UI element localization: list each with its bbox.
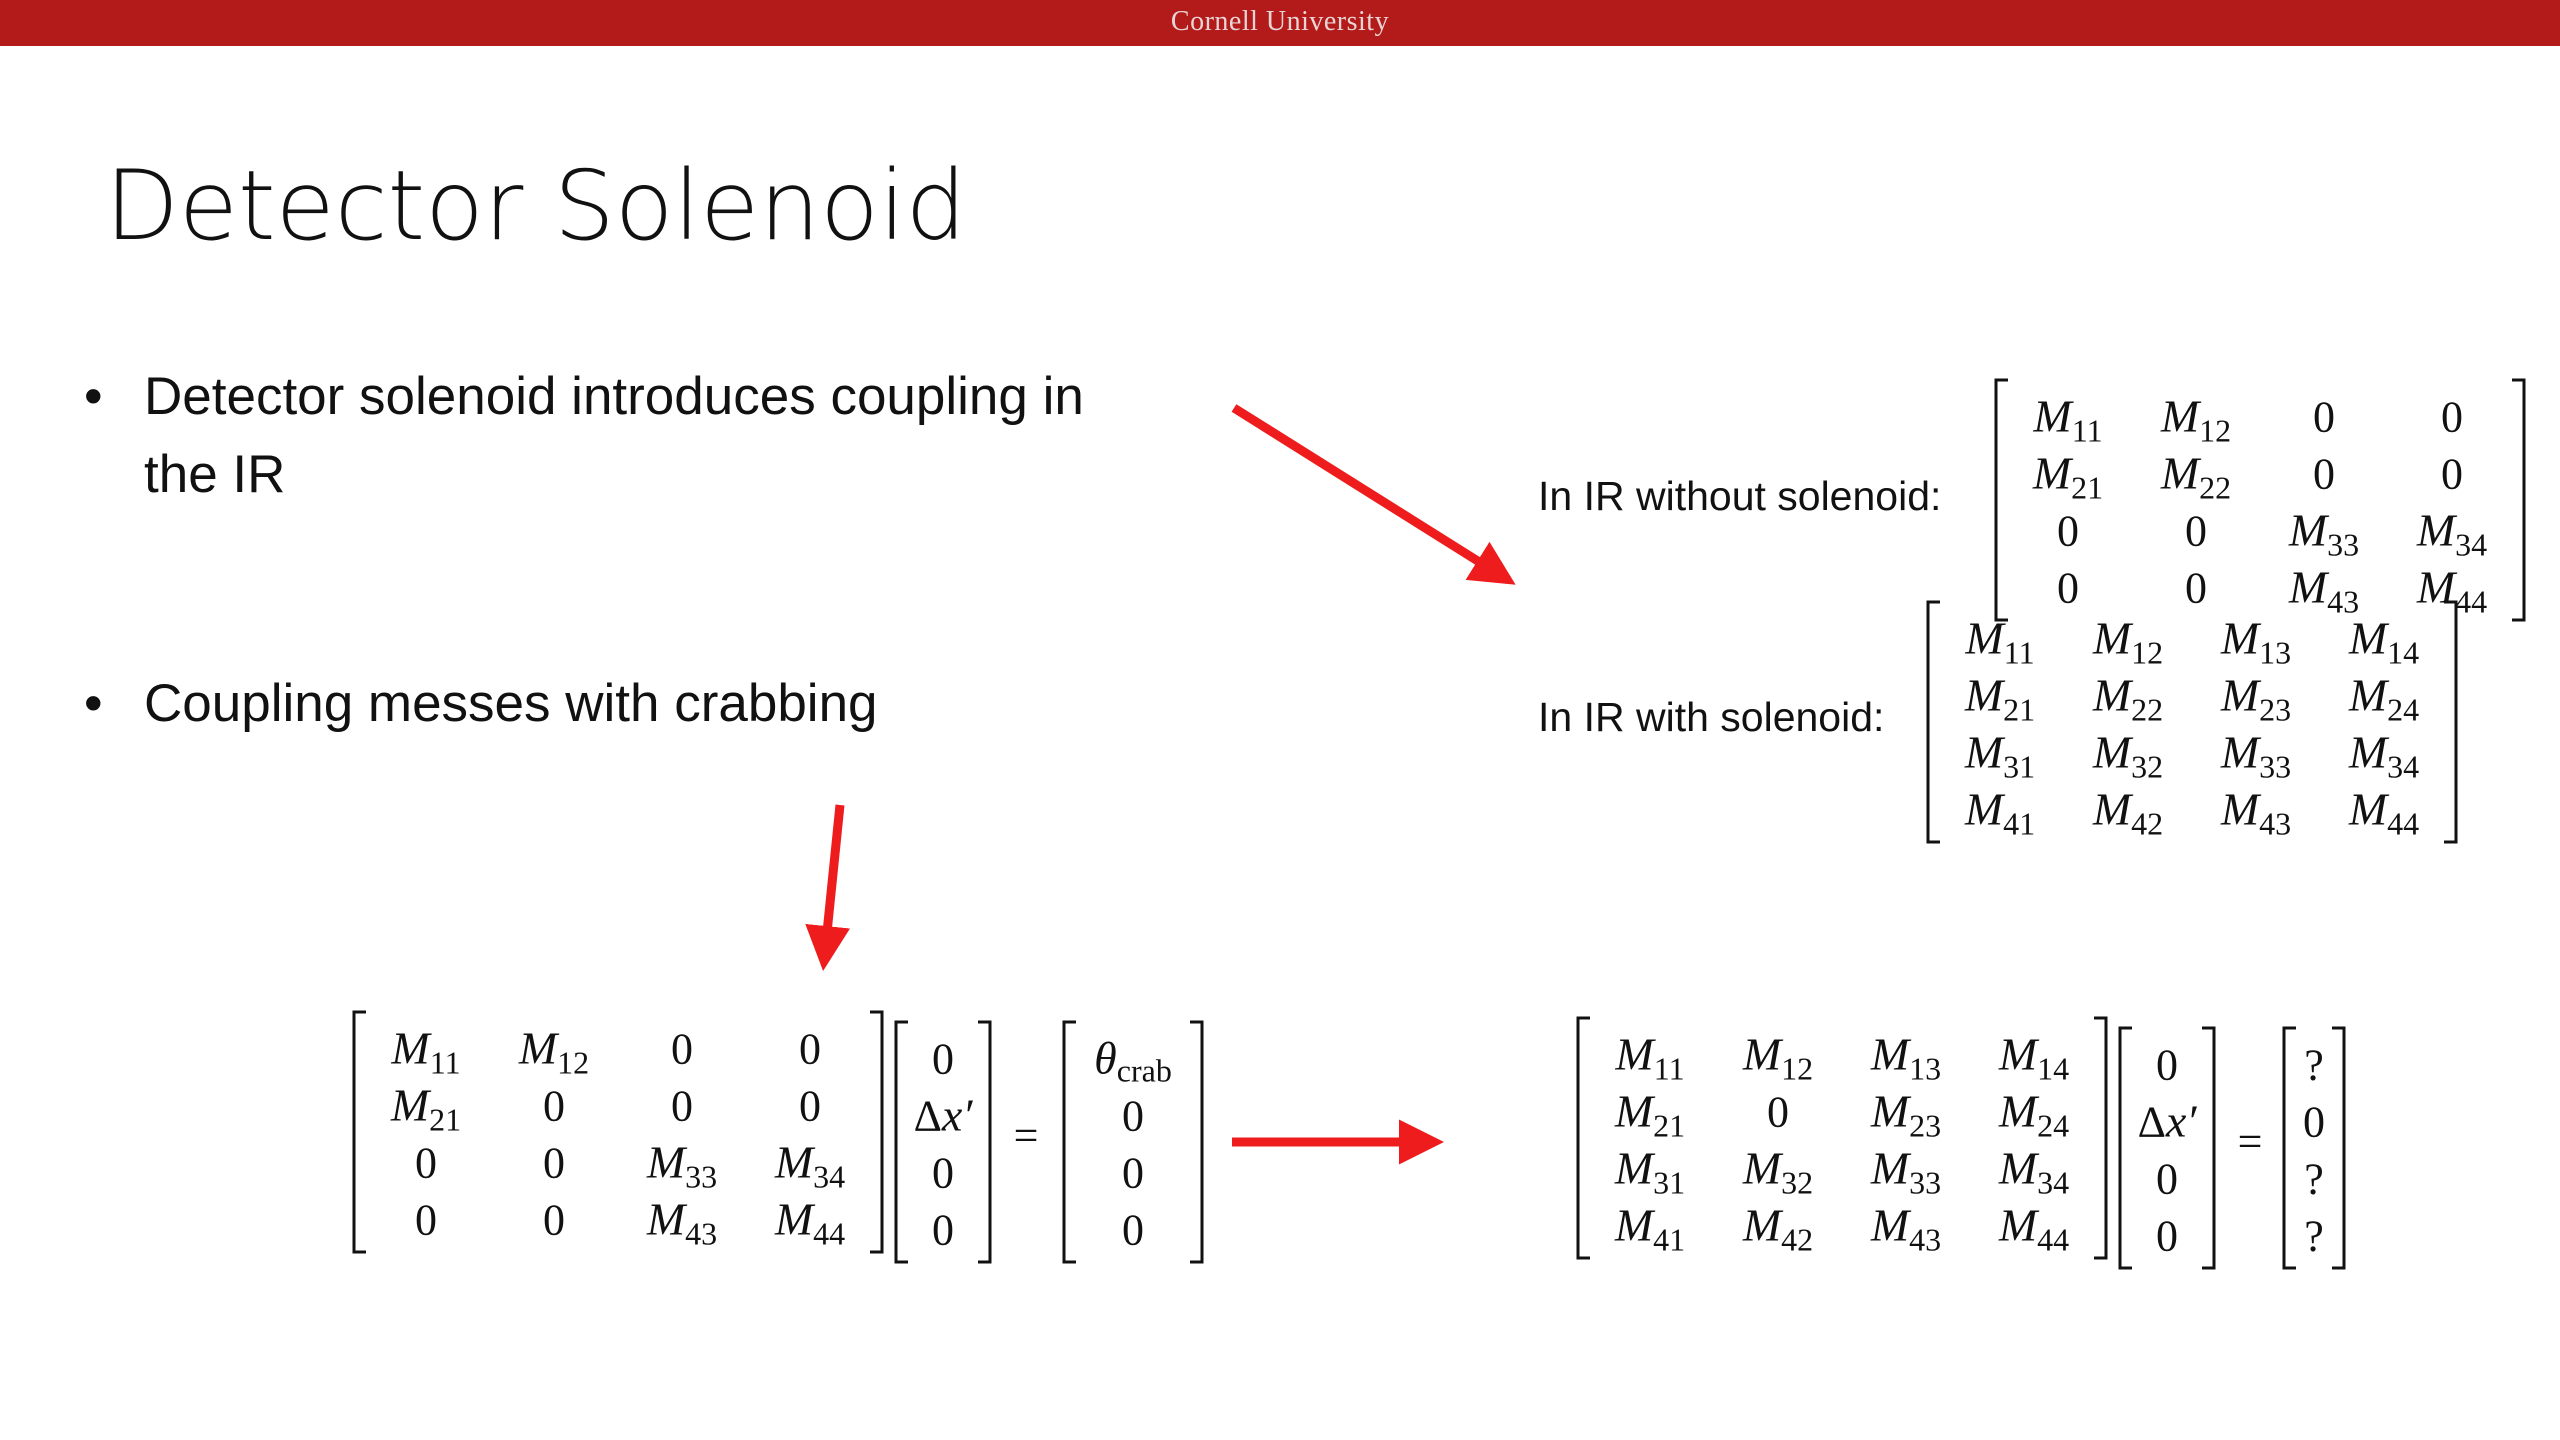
- matrix-without-cell: 0: [2441, 392, 2463, 442]
- eq2-matrix-cell: M21: [1614, 1085, 1686, 1144]
- eq2-result-cell: ?: [2304, 1040, 2324, 1090]
- matrix-with-cell: M41: [1964, 783, 2036, 842]
- matrix-with-cell: M13: [2220, 612, 2292, 671]
- eq2-matrix-cell: M42: [1742, 1199, 1814, 1258]
- matrix-without-cell: M44: [2416, 561, 2488, 620]
- matrix-without-cell: M11: [2033, 390, 2103, 449]
- matrix-without-cell: 0: [2057, 563, 2079, 613]
- matrix-without-cell: M34: [2416, 504, 2488, 563]
- bullet-1-line1: Detector solenoid introduces coupling in: [144, 367, 1084, 426]
- matrix-without-cell: 0: [2057, 506, 2079, 556]
- bullet-dot: •: [84, 674, 103, 733]
- eq1-matrix-cell: M11: [391, 1022, 461, 1081]
- eq1-result-cell: 0: [1122, 1205, 1144, 1255]
- eq2-matrix-cell: M31: [1614, 1142, 1686, 1201]
- matrix-without-cell: 0: [2185, 563, 2207, 613]
- matrix-with-cell: M44: [2348, 783, 2420, 842]
- matrix-without-cell: M22: [2160, 447, 2232, 506]
- eq1-matrix-cell: M21: [390, 1079, 462, 1138]
- eq2-vector-cell: 0: [2156, 1154, 2178, 1204]
- eq1-result-cell: 0: [1122, 1148, 1144, 1198]
- matrix-without-cell: 0: [2313, 449, 2335, 499]
- matrix-with-cell: M33: [2220, 726, 2292, 785]
- eq2-vector-cell: Δx′: [2137, 1095, 2197, 1147]
- matrix-without-cell: 0: [2313, 392, 2335, 442]
- bullet-2-line1: Coupling messes with crabbing: [144, 674, 878, 733]
- eq1-matrix-cell: M43: [646, 1193, 718, 1252]
- arrow-down: [824, 805, 840, 962]
- eq1-matrix-cell: M34: [774, 1136, 846, 1195]
- eq2-vector-cell: 0: [2156, 1211, 2178, 1261]
- eq1-matrix-cell: 0: [799, 1024, 821, 1074]
- eq2-matrix-cell: M13: [1870, 1028, 1942, 1087]
- eq2-matrix-cell: M34: [1998, 1142, 2070, 1201]
- matrix-with-cell: M42: [2092, 783, 2164, 842]
- eq1-matrix-cell: 0: [415, 1195, 437, 1245]
- eq1-vector-cell: 0: [932, 1034, 954, 1084]
- eq1-matrix-cell: M12: [518, 1022, 590, 1081]
- eq1-matrix-cell: 0: [543, 1195, 565, 1245]
- eq1-matrix-cell: 0: [415, 1138, 437, 1188]
- matrix-without-cell: M12: [2160, 390, 2232, 449]
- eq2-vector-cell: 0: [2156, 1040, 2178, 1090]
- eq1-matrix-cell: M44: [774, 1193, 846, 1252]
- label-with-solenoid: In IR with solenoid:: [1538, 694, 1885, 740]
- eq1-matrix-cell: M33: [646, 1136, 718, 1195]
- arrow-to-matrices: [1234, 408, 1508, 580]
- matrix-without-cell: M43: [2288, 561, 2360, 620]
- matrix-with-cell: M32: [2092, 726, 2164, 785]
- eq2-matrix-cell: M14: [1998, 1028, 2070, 1087]
- eq2-matrix-cell: M23: [1870, 1085, 1942, 1144]
- matrix-with-cell: M34: [2348, 726, 2420, 785]
- eq1-matrix-cell: 0: [799, 1081, 821, 1131]
- eq2-equals: =: [2237, 1117, 2263, 1166]
- eq1-matrix-cell: 0: [671, 1024, 693, 1074]
- matrix-with-cell: M21: [1964, 669, 2036, 728]
- eq1-matrix-cell: 0: [543, 1081, 565, 1131]
- eq1-matrix-cell: 0: [671, 1081, 693, 1131]
- eq2-result-cell: ?: [2304, 1154, 2324, 1204]
- eq1-matrix-cell: 0: [543, 1138, 565, 1188]
- matrix-with-cell: M12: [2092, 612, 2164, 671]
- matrix-with-cell: M14: [2348, 612, 2420, 671]
- matrix-with-cell: M11: [1965, 612, 2035, 671]
- eq2-result-cell: ?: [2304, 1211, 2324, 1261]
- matrix-with-cell: M23: [2220, 669, 2292, 728]
- eq2-matrix-cell: M11: [1615, 1028, 1685, 1087]
- eq2-matrix-cell: M33: [1870, 1142, 1942, 1201]
- eq2-matrix-cell: M41: [1614, 1199, 1686, 1258]
- matrix-with-cell: M43: [2220, 783, 2292, 842]
- matrix-with-cell: M31: [1964, 726, 2036, 785]
- eq2-result-cell: 0: [2303, 1097, 2325, 1147]
- matrix-without-cell: 0: [2185, 506, 2207, 556]
- matrix-without-cell: M21: [2032, 447, 2104, 506]
- matrix-with-cell: M24: [2348, 669, 2420, 728]
- eq2-matrix-cell: 0: [1767, 1087, 1789, 1137]
- bullet-dot: •: [84, 367, 103, 426]
- eq1-vector-cell: 0: [932, 1148, 954, 1198]
- eq1-vector-cell: 0: [932, 1205, 954, 1255]
- eq2-matrix-cell: M44: [1998, 1199, 2070, 1258]
- matrix-without-cell: 0: [2441, 449, 2463, 499]
- eq2-matrix-cell: M32: [1742, 1142, 1814, 1201]
- eq2-matrix-cell: M24: [1998, 1085, 2070, 1144]
- label-without-solenoid: In IR without solenoid:: [1538, 473, 1942, 519]
- institution-name: Cornell University: [1170, 6, 1390, 37]
- slide-title: Detector Solenoid: [105, 150, 967, 262]
- bullet-1-line2: the IR: [144, 445, 286, 504]
- eq1-vector-cell: Δx′: [913, 1089, 973, 1141]
- eq2-matrix-cell: M43: [1870, 1199, 1942, 1258]
- eq1-result-cell: θcrab: [1094, 1032, 1172, 1089]
- eq1-result-cell: 0: [1122, 1091, 1144, 1141]
- eq2-matrix-cell: M12: [1742, 1028, 1814, 1087]
- matrix-with-cell: M22: [2092, 669, 2164, 728]
- matrix-without-cell: M33: [2288, 504, 2360, 563]
- eq1-equals: =: [1013, 1111, 1039, 1160]
